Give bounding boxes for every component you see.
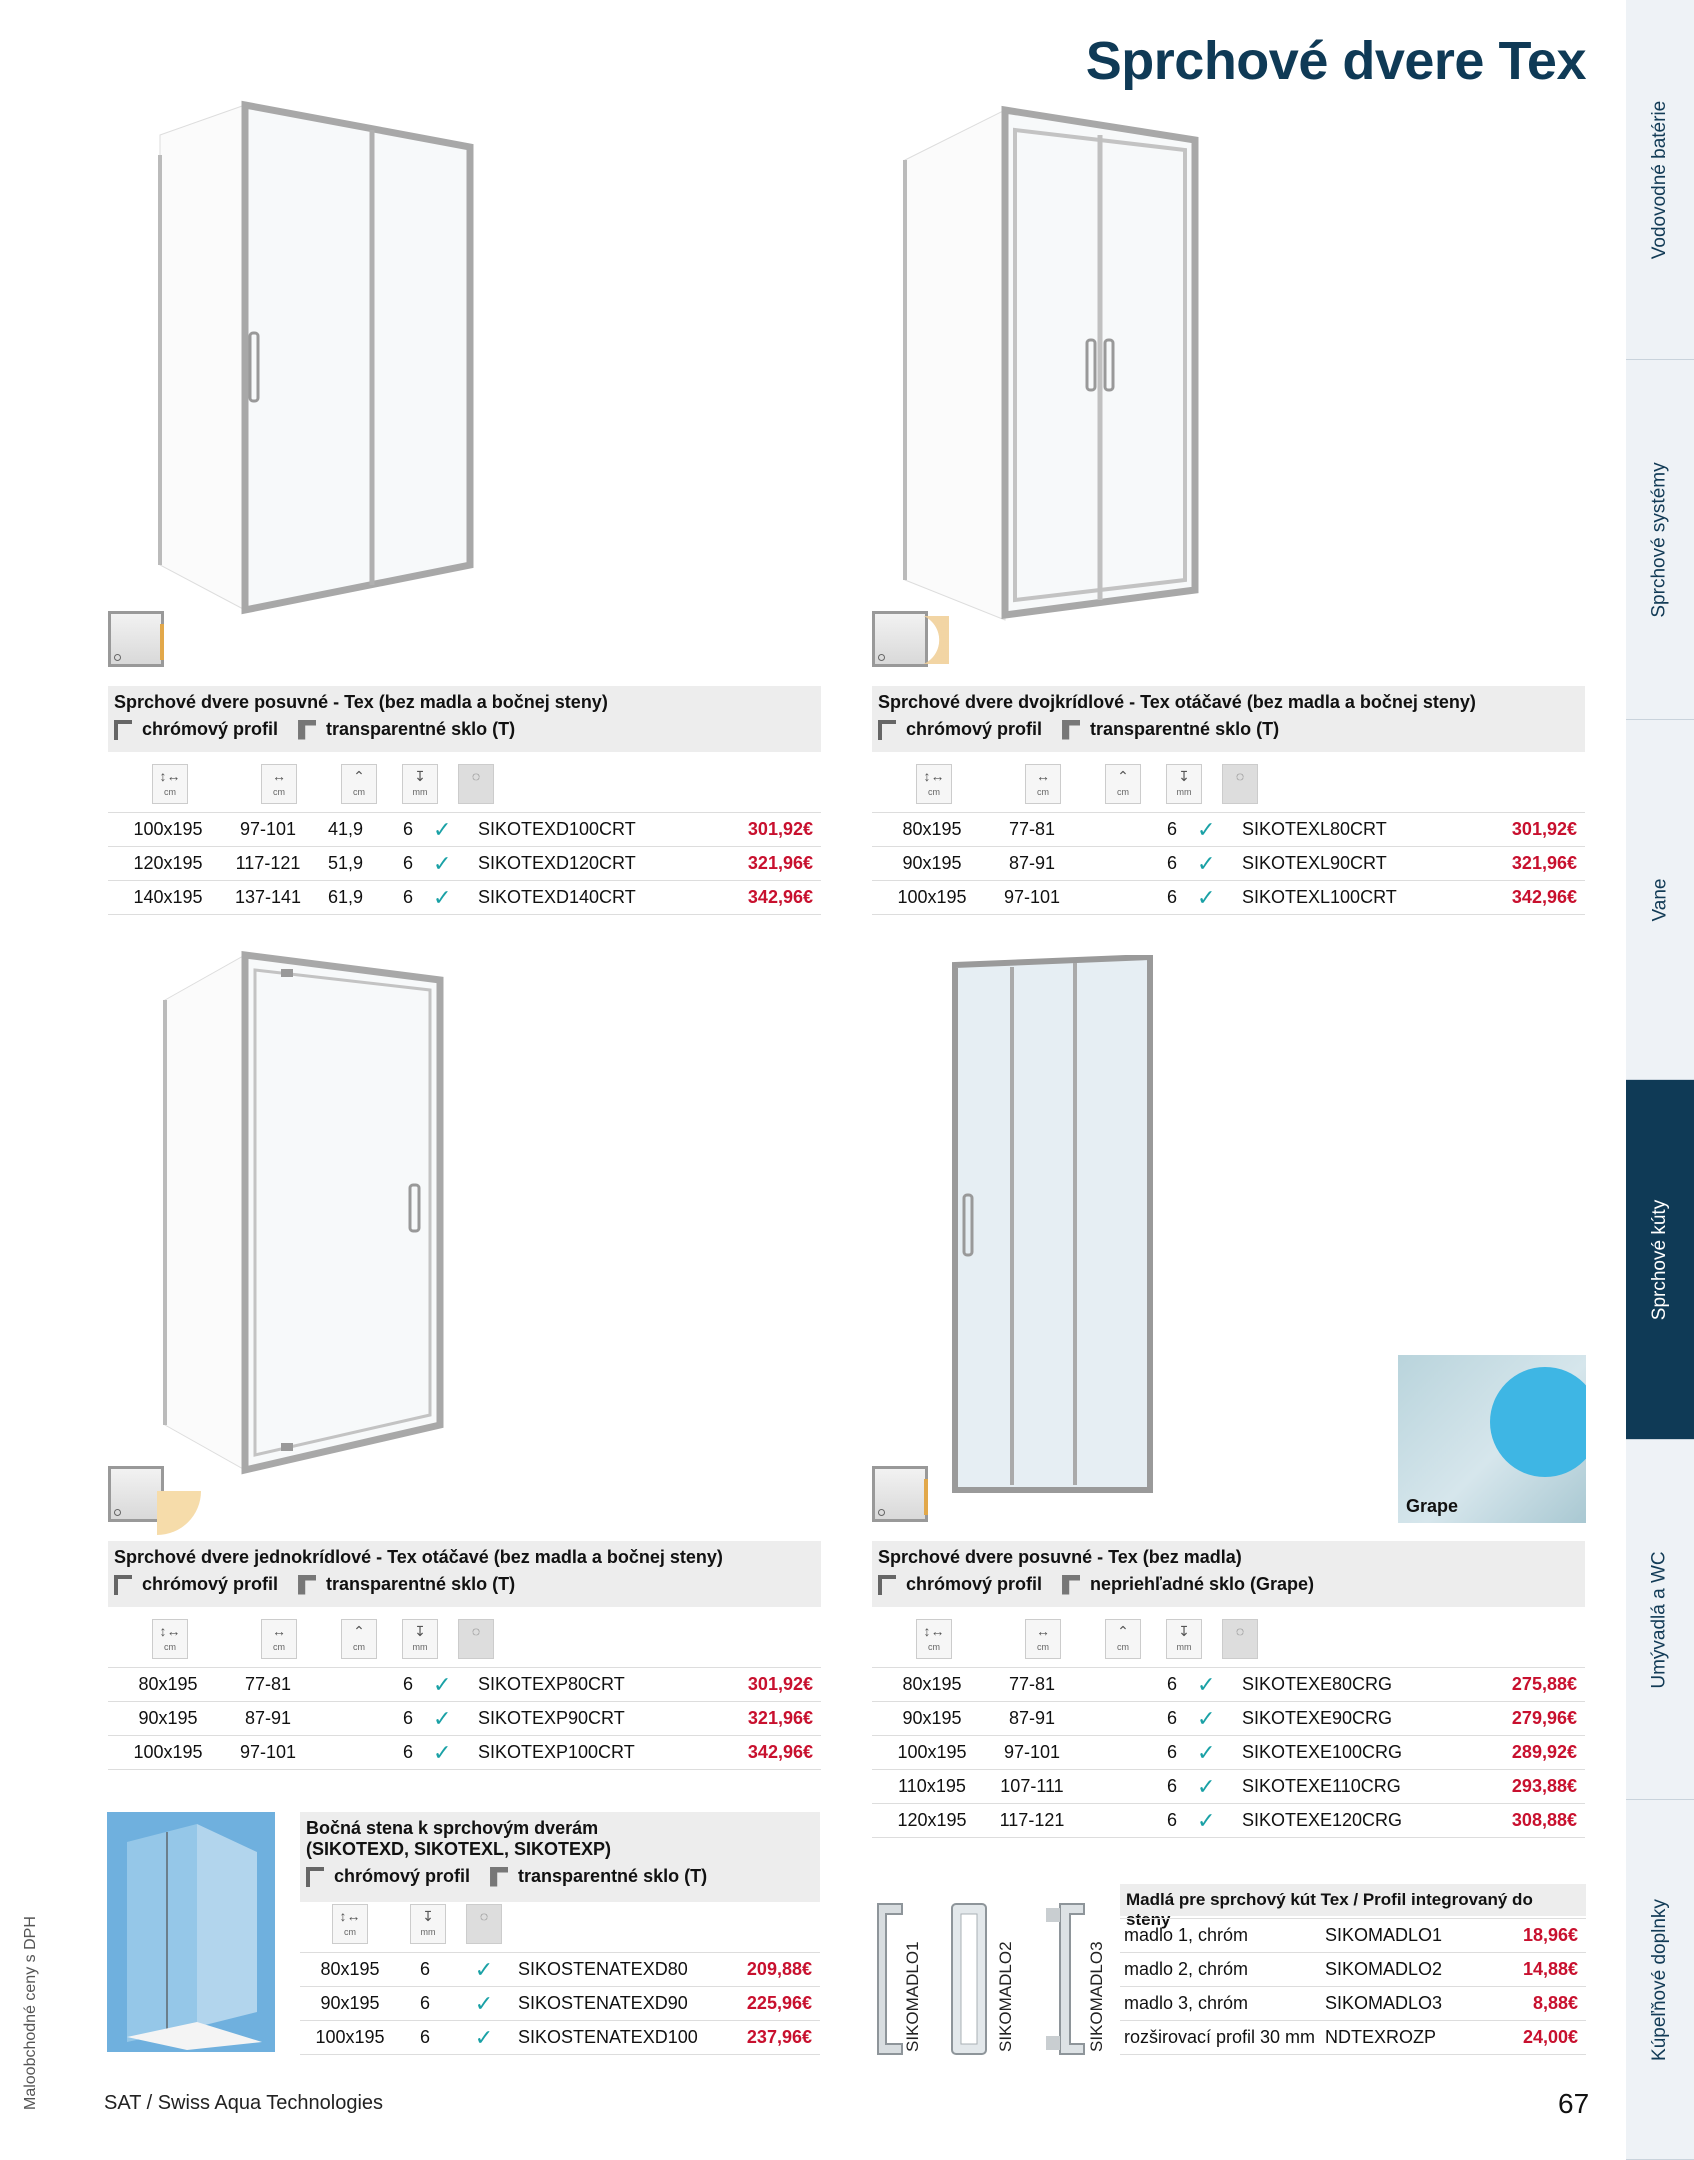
drain-cover-icon xyxy=(1490,1367,1586,1477)
table-row: 100x195 97-101 6 ✓ SIKOTEXP100CRT 342,96€ xyxy=(108,1736,821,1770)
check-icon: ✓ xyxy=(450,2021,518,2055)
handle-label-2: SIKOMADLO2 xyxy=(996,1941,1015,2052)
profile-label: chrómový profil xyxy=(142,719,279,739)
nav-tab-vodovodne-baterie[interactable] xyxy=(1626,0,1694,360)
table-row: 110x195 107-111 6 ✓ SIKOTEXE110CRG 293,88€ xyxy=(872,1770,1585,1804)
glass-label: transparentné sklo (T) xyxy=(518,1866,708,1886)
section-header-pivot xyxy=(108,1541,821,1607)
nav-tab-sprchove-systemy[interactable] xyxy=(1626,360,1694,720)
easy-clean-icon: ◌ xyxy=(458,764,494,804)
table-row: 90x195 6 ✓ SIKOSTENATEXD90 225,96€ xyxy=(300,1987,820,2021)
nav-tab-label: Sprchové systémy xyxy=(1649,461,1671,618)
opening-icon: ⌃ cm xyxy=(341,1619,377,1659)
page-number: 67 xyxy=(1558,2088,1590,2119)
nav-tab-label: Umývadlá a WC xyxy=(1649,1550,1670,1689)
nav-tab-sprchove-kuty[interactable] xyxy=(1626,1080,1694,1440)
opening-icon: ⌃ cm xyxy=(1105,1619,1141,1659)
check-icon: ✓ xyxy=(1197,1770,1242,1804)
section-header-double xyxy=(872,686,1585,752)
table-row: 140x195 137-141 61,9 6 ✓ SIKOTEXD140CRT 342,96€ xyxy=(108,881,821,915)
check-icon: ✓ xyxy=(450,1987,518,2021)
section-title: Madlá pre sprchový kút Tex / Profil integrovaný do steny xyxy=(1126,1890,1533,1929)
side-note: Maloobchodné ceny s DPH xyxy=(22,1916,39,2110)
check-icon: ✓ xyxy=(1197,847,1242,881)
check-icon: ✓ xyxy=(1197,1804,1242,1838)
check-icon: ✓ xyxy=(433,813,478,847)
width-range-icon: ↔ cm xyxy=(261,1619,297,1659)
table-row: 120x195 117-121 6 ✓ SIKOTEXE120CRG 308,88€ xyxy=(872,1804,1585,1838)
section-subtitle: (SIKOTEXD, SIKOTEXL, SIKOTEXP) xyxy=(306,1839,612,1859)
table-row: madlo 3, chróm SIKOMADLO3 8,88€ xyxy=(1120,1987,1586,2021)
profile-icon xyxy=(306,1867,324,1887)
handle-label-1: SIKOMADLO1 xyxy=(903,1941,922,2052)
glass-label: transparentné sklo (T) xyxy=(1090,719,1280,739)
glass-label: transparentné sklo (T) xyxy=(326,1574,516,1594)
product-table-handles xyxy=(1120,1918,1586,2055)
spec-icons-2 xyxy=(872,764,1585,808)
height-width-icon: ↕↔ cm xyxy=(332,1904,368,1944)
check-icon: ✓ xyxy=(1197,813,1242,847)
product-image-pivot-door xyxy=(155,945,455,1480)
profile-icon xyxy=(878,1575,896,1595)
height-width-icon: ↕↔ cm xyxy=(916,764,952,804)
check-icon: ✓ xyxy=(433,1702,478,1736)
section-title: Sprchové dvere posuvné - Tex (bez madla) xyxy=(878,1547,1242,1567)
opening-icon: ⌃ cm xyxy=(341,764,377,804)
profile-label: chrómový profil xyxy=(906,719,1043,739)
height-width-icon: ↕↔ cm xyxy=(152,1619,188,1659)
nav-tab-kupelnove-doplnky[interactable] xyxy=(1626,1800,1694,2160)
width-range-icon: ↔ cm xyxy=(261,764,297,804)
table-row: 80x195 77-81 6 ✓ SIKOTEXL80CRT 301,92€ xyxy=(872,813,1585,847)
table-row: 80x195 6 ✓ SIKOSTENATEXD80 209,88€ xyxy=(300,1953,820,1987)
nav-tab-label: Vane xyxy=(1649,878,1670,921)
section-title: Sprchové dvere posuvné - Tex (bez madla a bočnej steny) xyxy=(114,692,608,712)
check-icon: ✓ xyxy=(433,1736,478,1770)
table-row: 80x195 77-81 6 ✓ SIKOTEXE80CRG 275,88€ xyxy=(872,1668,1585,1702)
table-row: 90x195 87-91 6 ✓ SIKOTEXL90CRT 321,96€ xyxy=(872,847,1585,881)
spec-icons-3 xyxy=(108,1619,821,1663)
section-title: Sprchové dvere jednokrídlové - Tex otáčavé (bez madla a bočnej steny) xyxy=(114,1547,723,1567)
product-image-sliding-door xyxy=(150,95,480,625)
glass-thickness-icon: ↧ mm xyxy=(1166,764,1202,804)
check-icon: ✓ xyxy=(433,1668,478,1702)
glass-label: transparentné sklo (T) xyxy=(326,719,516,739)
opening-icon: ⌃ cm xyxy=(1105,764,1141,804)
glass-icon xyxy=(1062,720,1080,740)
width-range-icon: ↔ cm xyxy=(1025,1619,1061,1659)
profile-label: chrómový profil xyxy=(334,1866,471,1886)
section-header-handles xyxy=(1120,1884,1586,1929)
product-table-pivot xyxy=(108,1667,821,1770)
grape-label: Grape xyxy=(1406,1496,1459,1516)
glass-thickness-icon: ↧ mm xyxy=(410,1904,446,1944)
glass-label: nepriehľadné sklo (Grape) xyxy=(1090,1574,1315,1594)
easy-clean-icon: ◌ xyxy=(458,1619,494,1659)
table-row: 80x195 77-81 6 ✓ SIKOTEXP80CRT 301,92€ xyxy=(108,1668,821,1702)
handle-label-3: SIKOMADLO3 xyxy=(1087,1941,1106,2052)
handle-image-3 xyxy=(1040,1900,1090,2058)
table-row: 100x195 97-101 41,9 6 ✓ SIKOTEXD100CRT 301,92€ xyxy=(108,813,821,847)
check-icon: ✓ xyxy=(1197,1736,1242,1770)
glass-icon xyxy=(490,1867,508,1887)
nav-tab-label: Vodovodné batérie xyxy=(1649,100,1670,259)
footer-brand: SAT / Swiss Aqua Technologies xyxy=(104,2092,384,2114)
easy-clean-icon: ◌ xyxy=(1222,764,1258,804)
check-icon: ✓ xyxy=(450,1953,518,1987)
section-title: Bočná stena k sprchovým dverám xyxy=(306,1818,599,1838)
glass-thickness-icon: ↧ mm xyxy=(402,1619,438,1659)
height-width-icon: ↕↔ cm xyxy=(916,1619,952,1659)
easy-clean-icon: ◌ xyxy=(1222,1619,1258,1659)
profile-icon xyxy=(114,720,132,740)
product-table-double xyxy=(872,812,1585,915)
section-header-side-wall xyxy=(300,1812,820,1902)
nav-tab-vane[interactable] xyxy=(1626,720,1694,1080)
spec-icons-side-wall xyxy=(300,1904,820,1948)
profile-icon xyxy=(114,1575,132,1595)
nav-tab-label: Kúpeľňové doplnky xyxy=(1649,1898,1671,2061)
glass-thickness-icon: ↧ mm xyxy=(402,764,438,804)
glass-icon xyxy=(298,1575,316,1595)
table-row: 100x195 97-101 6 ✓ SIKOTEXL100CRT 342,96€ xyxy=(872,881,1585,915)
check-icon: ✓ xyxy=(433,847,478,881)
layout-icon-sliding-grape xyxy=(872,1466,928,1522)
section-title: Sprchové dvere dvojkrídlové - Tex otáčavé (bez madla a bočnej steny) xyxy=(878,692,1476,712)
table-row: madlo 2, chróm SIKOMADLO2 14,88€ xyxy=(1120,1953,1586,1987)
easy-clean-icon: ◌ xyxy=(466,1904,502,1944)
nav-tab-umyvadla-wc[interactable] xyxy=(1626,1440,1694,1800)
layout-icon-pivot xyxy=(108,1466,164,1522)
section-header-sliding xyxy=(108,686,821,752)
height-width-icon: ↕↔ cm xyxy=(152,764,188,804)
glass-icon xyxy=(298,720,316,740)
layout-icon-sliding xyxy=(108,611,164,667)
table-row: 90x195 87-91 6 ✓ SIKOTEXP90CRT 321,96€ xyxy=(108,1702,821,1736)
width-range-icon: ↔ cm xyxy=(1025,764,1061,804)
profile-label: chrómový profil xyxy=(142,1574,279,1594)
check-icon: ✓ xyxy=(1197,1702,1242,1736)
table-row: 120x195 117-121 51,9 6 ✓ SIKOTEXD120CRT 321,96€ xyxy=(108,847,821,881)
spec-icons-1 xyxy=(108,764,821,808)
product-table-side-wall xyxy=(300,1952,820,2055)
glass-thickness-icon: ↧ mm xyxy=(1166,1619,1202,1659)
table-row: 100x195 6 ✓ SIKOSTENATEXD100 237,96€ xyxy=(300,2021,820,2055)
product-table-sliding-grape xyxy=(872,1667,1585,1838)
handle-image-2 xyxy=(948,1900,990,2058)
side-navigation xyxy=(1626,0,1694,2160)
check-icon: ✓ xyxy=(433,881,478,915)
product-image-double-door xyxy=(895,100,1215,625)
table-row: 90x195 87-91 6 ✓ SIKOTEXE90CRG 279,96€ xyxy=(872,1702,1585,1736)
product-image-sliding-grape xyxy=(950,955,1155,1495)
check-icon: ✓ xyxy=(1197,1668,1242,1702)
product-image-side-wall xyxy=(107,1812,275,2052)
section-header-sliding-grape xyxy=(872,1541,1585,1607)
layout-icon-double xyxy=(872,611,928,667)
product-table-sliding xyxy=(108,812,821,915)
nav-tab-label: Sprchové kúty xyxy=(1649,1199,1670,1320)
grape-glass-sample xyxy=(1398,1355,1586,1523)
glass-icon xyxy=(1062,1575,1080,1595)
table-row: madlo 1, chróm SIKOMADLO1 18,96€ xyxy=(1120,1919,1586,1953)
profile-label: chrómový profil xyxy=(906,1574,1043,1594)
check-icon: ✓ xyxy=(1197,881,1242,915)
profile-icon xyxy=(878,720,896,740)
table-row: rozširovací profil 30 mm NDTEXROZP 24,00€ xyxy=(1120,2021,1586,2055)
table-row: 100x195 97-101 6 ✓ SIKOTEXE100CRG 289,92€ xyxy=(872,1736,1585,1770)
spec-icons-4 xyxy=(872,1619,1585,1663)
page-title: Sprchové dvere Tex xyxy=(1085,31,1586,91)
